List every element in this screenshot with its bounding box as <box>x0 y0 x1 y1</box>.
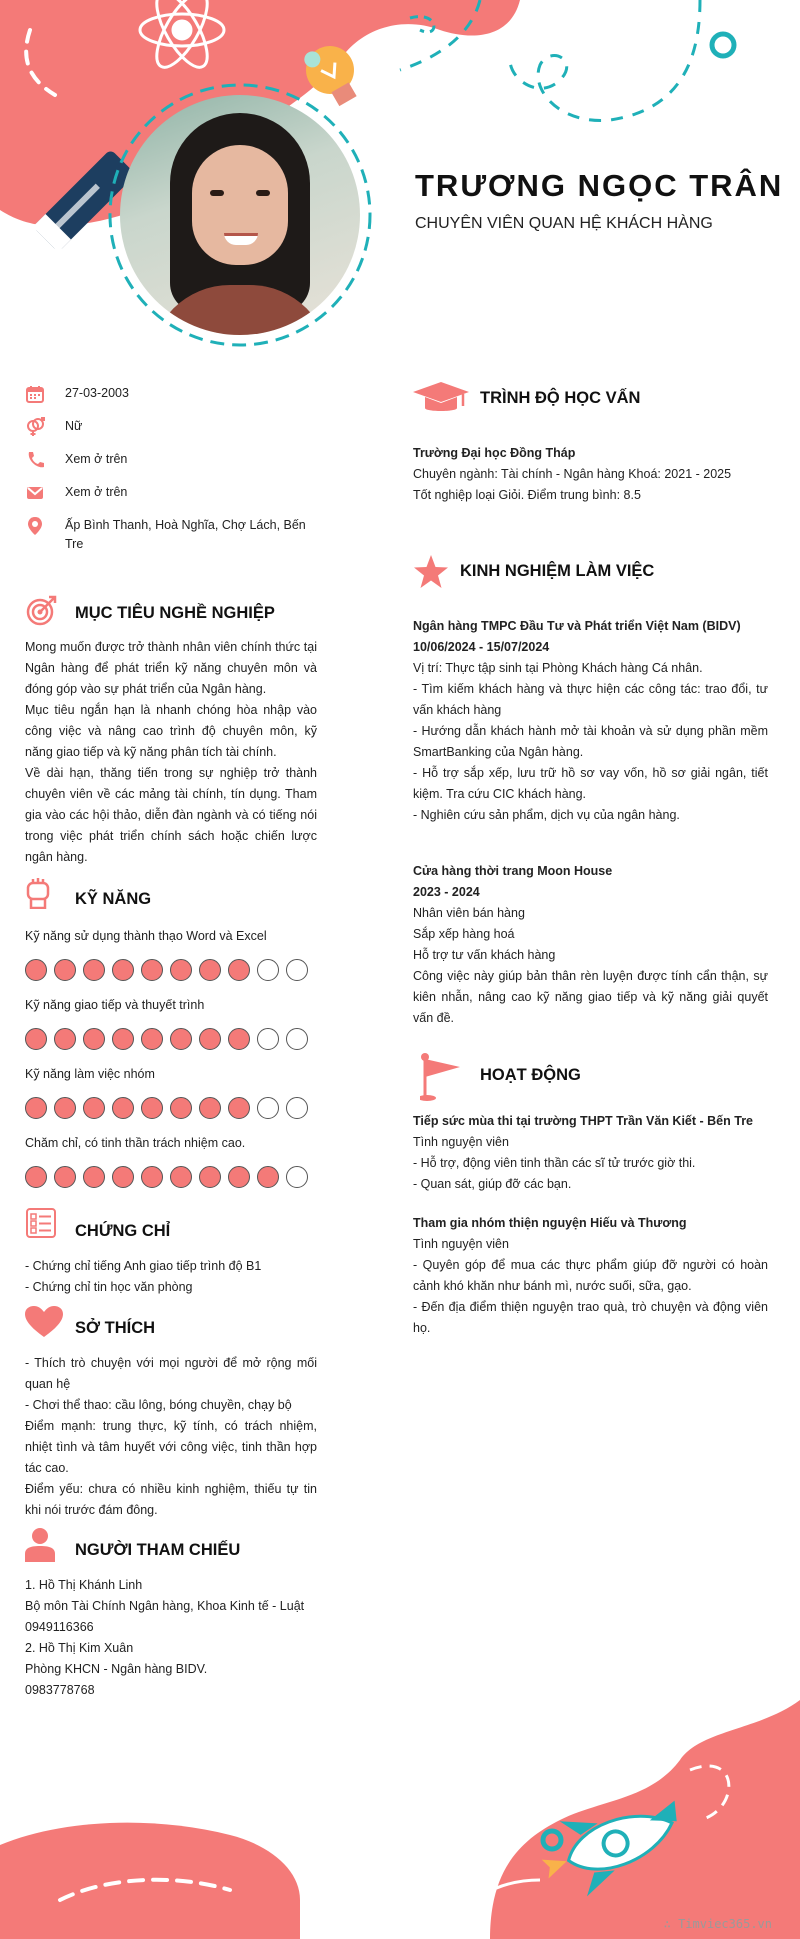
rating-dot-empty <box>286 959 308 981</box>
company-name: Cửa hàng thời trang Moon House <box>413 864 613 878</box>
rating-dot-empty <box>257 1028 279 1050</box>
objective-text <box>25 637 317 868</box>
email-value[interactable]: Xem ở trên <box>65 485 128 499</box>
job-line: Công việc này giúp bản thân rèn luyện được tính cẩn thận, sự kiên nhẫn, nâng cao kỹ năng giao tiếp và kỹ năng giải quyết vấn đề. <box>413 969 768 1025</box>
hobbies-title: SỞ THÍCH <box>75 1319 156 1337</box>
skill-rating <box>25 1028 308 1050</box>
rating-dot-filled <box>141 1166 163 1188</box>
reference-line[interactable]: 0949116366 <box>25 1620 94 1634</box>
rating-dot-filled <box>199 1097 221 1119</box>
skill-label: Kỹ năng giao tiếp và thuyết trình <box>25 998 205 1012</box>
education-text <box>413 443 768 506</box>
graduation-cap-icon <box>413 380 469 416</box>
phone-icon <box>25 450 45 470</box>
activity-name: Tiếp sức mùa thi tại trường THPT Trần Văn Kiết - Bến Tre <box>413 1114 754 1128</box>
activity-1 <box>413 1111 768 1195</box>
candidate-name: TRƯƠNG NGỌC TRÂN <box>415 168 784 203</box>
job-line: Nhân viên bán hàng <box>413 906 525 920</box>
email-row <box>25 483 325 502</box>
rating-dot-filled <box>228 1028 250 1050</box>
heart-icon <box>25 1306 63 1338</box>
rating-dot-filled <box>228 1166 250 1188</box>
rating-dot-filled <box>112 959 134 981</box>
rating-dot-filled <box>54 959 76 981</box>
activity-2 <box>413 1213 768 1339</box>
rating-dot-filled <box>141 1028 163 1050</box>
job-title: CHUYÊN VIÊN QUAN HỆ KHÁCH HÀNG <box>415 215 713 232</box>
rating-dot-filled <box>54 1166 76 1188</box>
skill-label: Chăm chỉ, có tinh thần trách nhiệm cao. <box>25 1136 246 1150</box>
rating-dot-filled <box>25 1097 47 1119</box>
raised-fist-icon <box>25 877 51 909</box>
job-line: - Tìm kiếm khách hàng và thực hiện các công tác: trao đổi, tư vấn khách hàng <box>413 682 768 717</box>
rating-dot-filled <box>257 1166 279 1188</box>
activity-line: - Quyên góp để mua các thực phẩm giúp đỡ người có hoàn cảnh khó khăn như bánh mì, nước suối, sữa, gạo. <box>413 1258 768 1293</box>
footer-decoration <box>0 1700 800 1939</box>
job-line: - Hướng dẫn khách hành mở tài khoản và sử dụng phần mềm SmartBanking của Ngân hàng. <box>413 724 768 759</box>
rating-dot-filled <box>170 1097 192 1119</box>
profile-photo <box>120 95 360 335</box>
hobby-line: Điểm mạnh: trung thực, kỹ tính, có trách nhiệm, nhiệt tình và tâm huyết với công việc, tinh thần hợp tác cao. <box>25 1419 317 1475</box>
experience-title: KINH NGHIỆM LÀM VIỆC <box>460 562 655 580</box>
school-name: Trường Đại học Đồng Tháp <box>413 446 576 460</box>
activity-name: Tham gia nhóm thiện nguyện Hiếu và Thương <box>413 1216 687 1230</box>
rating-dot-filled <box>25 959 47 981</box>
rating-dot-filled <box>54 1097 76 1119</box>
hobby-line: - Chơi thể thao: cầu lông, bóng chuyền, chạy bộ <box>25 1398 292 1412</box>
objective-title: MỤC TIÊU NGHỀ NGHIỆP <box>75 604 275 622</box>
education-title: TRÌNH ĐỘ HỌC VẤN <box>480 389 641 407</box>
job-line: - Hỗ trợ sắp xếp, lưu trữ hồ sơ vay vốn, hồ sơ giải ngân, tiết kiệm. Tra cứu CIC khách hàng. <box>413 766 768 801</box>
certificate-item: - Chứng chỉ tin học văn phòng <box>25 1280 193 1294</box>
rating-dot-empty <box>286 1166 308 1188</box>
rating-dot-filled <box>83 1166 105 1188</box>
job-period: 2023 - 2024 <box>413 885 480 899</box>
rating-dot-filled <box>25 1028 47 1050</box>
company-name: Ngân hàng TMPC Đầu Tư và Phát triển Việt Nam (BIDV) <box>413 619 741 633</box>
reference-line: 1. Hồ Thị Khánh Linh <box>25 1578 143 1592</box>
email-icon <box>25 483 45 503</box>
references-text <box>25 1575 317 1701</box>
phone-value[interactable]: Xem ở trên <box>65 452 128 466</box>
reference-line: Phòng KHCN - Ngân hàng BIDV. <box>25 1662 208 1676</box>
skills-title: KỸ NĂNG <box>75 890 152 908</box>
rating-dot-filled <box>141 959 163 981</box>
gender-row <box>25 417 325 436</box>
birthdate-row <box>25 384 325 403</box>
job-line: Sắp xếp hàng hoá <box>413 927 515 941</box>
skill-label: Kỹ năng làm việc nhóm <box>25 1067 155 1081</box>
job-line: Hỗ trợ tư vấn khách hàng <box>413 948 556 962</box>
rating-dot-empty <box>257 1097 279 1119</box>
activity-line: - Đến địa điểm thiện nguyện trao quà, trò chuyện và động viên họ. <box>413 1300 768 1335</box>
rating-dot-filled <box>83 959 105 981</box>
rating-dot-filled <box>54 1028 76 1050</box>
calendar-icon <box>25 384 45 404</box>
rating-dot-filled <box>170 959 192 981</box>
experience-job-2 <box>413 861 768 1029</box>
address-value: Ấp Bình Thanh, Hoà Nghĩa, Chợ Lách, Bến Tre <box>65 518 306 551</box>
location-icon <box>25 516 45 536</box>
rating-dot-filled <box>25 1166 47 1188</box>
rating-dot-filled <box>199 959 221 981</box>
reference-line: 2. Hồ Thị Kim Xuân <box>25 1641 134 1655</box>
hobby-line: Điểm yếu: chưa có nhiều kinh nghiệm, thiếu tự tin khi nói trước đám đông. <box>25 1482 317 1517</box>
skill-label: Kỹ năng sử dụng thành thạo Word và Excel <box>25 929 267 943</box>
reference-line: Bộ môn Tài Chính Ngân hàng, Khoa Kinh tế - Luật <box>25 1599 305 1613</box>
rating-dot-filled <box>112 1028 134 1050</box>
rating-dot-filled <box>199 1166 221 1188</box>
job-period: 10/06/2024 - 15/07/2024 <box>413 640 550 654</box>
reference-line[interactable]: 0983778768 <box>25 1683 95 1697</box>
rating-dot-filled <box>170 1166 192 1188</box>
references-title: NGƯỜI THAM CHIẾU <box>75 1541 241 1559</box>
education-line: Chuyên ngành: Tài chính - Ngân hàng Khoá: 2021 - 2025 <box>413 467 732 481</box>
birthdate-value: 27-03-2003 <box>65 386 129 400</box>
rating-dot-filled <box>228 1097 250 1119</box>
checklist-icon <box>25 1207 57 1239</box>
rating-dot-filled <box>141 1097 163 1119</box>
target-icon <box>25 593 59 627</box>
gender-icon <box>25 417 45 437</box>
rating-dot-empty <box>286 1028 308 1050</box>
activity-line: Tình nguyện viên <box>413 1237 509 1251</box>
star-icon <box>413 555 449 589</box>
activity-line: Tình nguyện viên <box>413 1135 509 1149</box>
rating-dot-filled <box>112 1097 134 1119</box>
hobbies-text <box>25 1353 317 1521</box>
rating-dot-filled <box>83 1097 105 1119</box>
objective-paragraph: Về dài hạn, thăng tiến trong sự nghiệp trở thành chuyên viên về các mảng tài chính, tín dụng. Tham gia vào các hội thảo, diễn đàn ngành và có tiếng nói trong việc phát triển chính sách hoặc chiến lược ngân hàng. <box>25 766 317 864</box>
skill-rating <box>25 1166 308 1188</box>
flag-icon <box>420 1053 464 1101</box>
objective-paragraph: Mong muốn được trở thành nhân viên chính thức tại Ngân hàng để phát triển kỹ năng chuyên môn và đóng góp vào sự phát triển của Ngân hàng. <box>25 640 317 696</box>
certificates-title: CHỨNG CHỈ <box>75 1222 171 1240</box>
rating-dot-filled <box>112 1166 134 1188</box>
address-row <box>25 516 325 554</box>
certificates-list <box>25 1256 317 1298</box>
objective-paragraph: Mục tiêu ngắn hạn là nhanh chóng hòa nhập vào công việc và nâng cao trình độ chuyên môn, kỹ năng giao tiếp và kỹ năng phân tích tài chính. <box>25 703 317 759</box>
rating-dot-empty <box>257 959 279 981</box>
job-line: Vị trí: Thực tập sinh tại Phòng Khách hàng Cá nhân. <box>413 661 703 675</box>
rating-dot-filled <box>228 959 250 981</box>
activity-line: - Quan sát, giúp đỡ các bạn. <box>413 1177 572 1191</box>
rating-dot-filled <box>170 1028 192 1050</box>
skill-rating <box>25 959 308 981</box>
rating-dot-filled <box>83 1028 105 1050</box>
experience-job-1 <box>413 616 768 826</box>
activities-title: HOẠT ĐỘNG <box>480 1066 581 1084</box>
person-icon <box>25 1528 55 1562</box>
rating-dot-empty <box>286 1097 308 1119</box>
certificate-item: - Chứng chỉ tiếng Anh giao tiếp trình độ B1 <box>25 1259 262 1273</box>
hobby-line: - Thích trò chuyện với mọi người để mở rộng mối quan hệ <box>25 1356 317 1391</box>
job-line: - Nghiên cứu sản phẩm, dịch vụ của ngân hàng. <box>413 808 680 822</box>
education-line: Tốt nghiệp loại Giỏi. Điểm trung bình: 8.5 <box>413 488 641 502</box>
activity-line: - Hỗ trợ, động viên tinh thần các sĩ tử trước giờ thi. <box>413 1156 696 1170</box>
skill-rating <box>25 1097 308 1119</box>
phone-row <box>25 450 325 469</box>
rating-dot-filled <box>199 1028 221 1050</box>
gender-value: Nữ <box>65 419 83 433</box>
watermark: ∴ Timviec365.vn <box>663 1917 772 1931</box>
